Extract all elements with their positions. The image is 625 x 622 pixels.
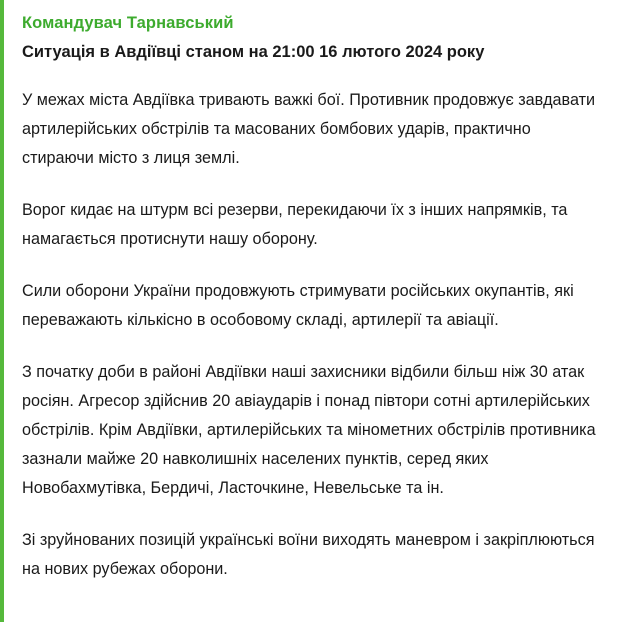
message-author: Командувач Тарнавський — [22, 14, 234, 32]
accent-bar — [0, 0, 4, 622]
message-headline: Ситуація в Авдіївці станом на 21:00 16 лютого 2024 року — [22, 43, 485, 61]
message-paragraph: У межах міста Авдіївка тривають важкі бої. Противник продовжує завдавати артилерійських обстрілів та масованих бомбових ударів, практично стираючи місто з лиця землі. — [22, 91, 596, 167]
message-paragraph: Сили оборони України продовжують стримувати російських окупантів, які переважають кількісно в особовому складі, артилерії та авіації. — [22, 282, 574, 329]
message-paragraph: Зі зруйнованих позицій українські воїни виходять маневром і закріплюються на нових рубежах оборони. — [22, 531, 595, 578]
message-paragraph: З початку доби в районі Авдіївки наші захисники відбили більш ніж 30 атак росіян. Агресор здійснив 20 авіаударів і понад півтори сотні артилерійських обстрілів. Крім Авдіївки, артилерійських та мінометних обстрілів противника зазнали майже 20 навколишніх населених пунктів, серед яких Новобахмутівка, Бердичі, Ласточкине, Невельське та ін. — [22, 363, 596, 497]
message-paragraph: Ворог кидає на штурм всі резерви, перекидаючи їх з інших напрямків, та намагається протиснути нашу оборону. — [22, 201, 568, 248]
